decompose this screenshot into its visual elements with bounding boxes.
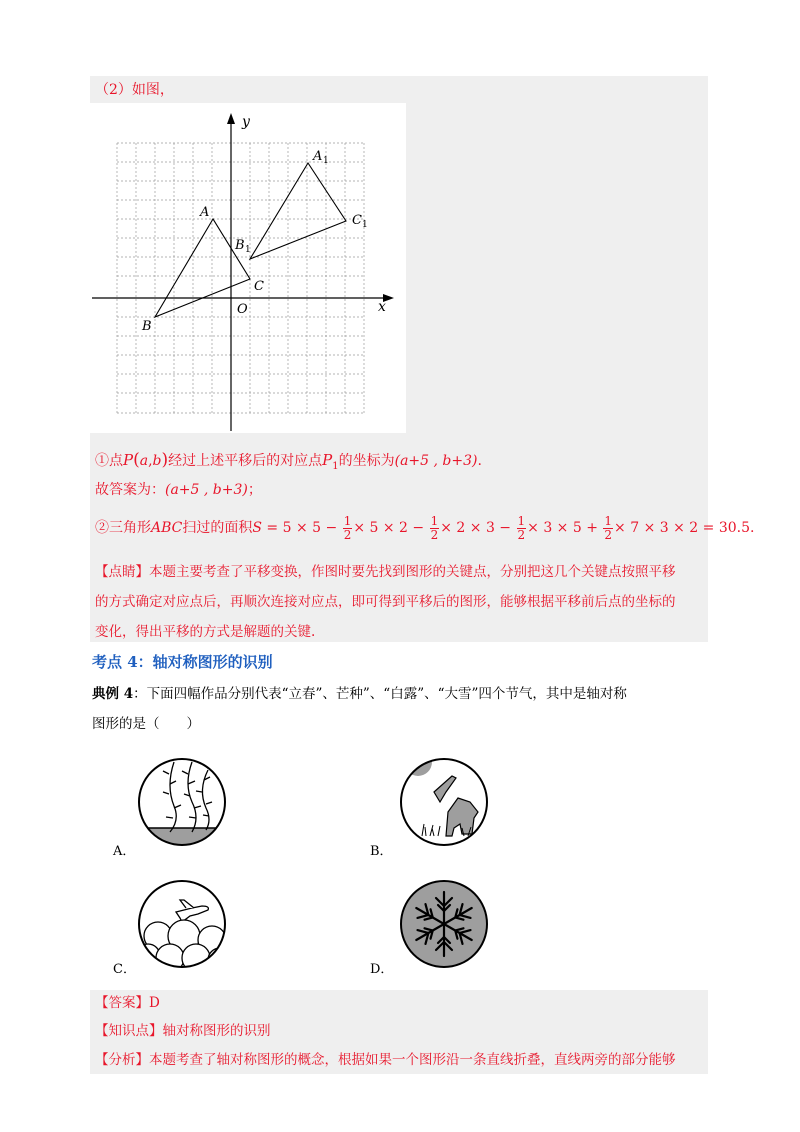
answer-1-line bbox=[95, 450, 482, 477]
answer-1-end: . bbox=[477, 453, 482, 469]
answer-2-line bbox=[95, 513, 754, 543]
fraction-half: $\frac{1}{2}$ bbox=[343, 513, 352, 542]
answer-2-end: . bbox=[750, 520, 755, 536]
label-b: B bbox=[142, 319, 152, 334]
answer-1-text: 经过上述平移后的对应点 bbox=[168, 453, 323, 469]
comment-line-3: 变化，得出平移的方式是解题的关键. bbox=[95, 624, 316, 640]
paren-open: ( bbox=[133, 450, 140, 470]
example-line-1 bbox=[92, 684, 627, 704]
term-3: × 2 × 3 − bbox=[440, 520, 512, 536]
term-1: = 5 × 5 − bbox=[266, 520, 338, 536]
term-5: × 7 × 3 × 2 = 30.5 bbox=[614, 520, 751, 536]
fraction-half: $\frac{1}{2}$ bbox=[430, 513, 439, 542]
example-label: 典例 4 bbox=[92, 686, 134, 702]
option-b-label[interactable]: B． bbox=[370, 844, 393, 859]
comment-line-2: 的方式确定对应点后，再顺次连接对应点，即可得到平移后的图形，能够根据平移前后点的坐标的 bbox=[95, 594, 676, 610]
x-label: x bbox=[378, 299, 386, 315]
fraction-half: $\frac{1}{2}$ bbox=[517, 513, 526, 542]
option-c-image[interactable] bbox=[136, 878, 228, 970]
option-a-label[interactable]: A． bbox=[113, 844, 136, 859]
y-label: y bbox=[242, 114, 250, 130]
answer-2-mid: 扫过的面积 bbox=[182, 520, 253, 536]
option-a-image[interactable] bbox=[136, 756, 228, 848]
var-s: S bbox=[252, 520, 262, 536]
y-axis-arrow bbox=[227, 113, 235, 124]
triangle-name: ABC bbox=[151, 520, 183, 536]
section-title: 考点 4：轴对称图形的识别 bbox=[92, 653, 273, 671]
point-p: P bbox=[123, 451, 134, 469]
triangle-abc bbox=[155, 219, 250, 317]
point-p1-sub: 1 bbox=[332, 460, 339, 472]
fraction-half: $\frac{1}{2}$ bbox=[604, 513, 613, 542]
label-b1-sub: 1 bbox=[245, 245, 251, 255]
example-text: ：下面四幅作品分别代表“立春”、芒种”、“白露”、“大雪”四个节气，其中是轴对称 bbox=[133, 686, 627, 702]
answer-end: ； bbox=[247, 482, 262, 498]
example-line-2: 图形的是（ ） bbox=[92, 716, 200, 732]
label-a: A bbox=[200, 205, 210, 220]
answer-1-prefix: ①点 bbox=[95, 453, 123, 469]
term-4: × 3 × 5 + bbox=[527, 520, 598, 536]
answer-coord: (a+5 , b+3) bbox=[165, 482, 248, 498]
label-b1: B bbox=[235, 238, 245, 253]
paren-close: ) bbox=[161, 450, 169, 470]
option-b-image[interactable] bbox=[398, 756, 490, 848]
answer-label: 故答案为： bbox=[95, 482, 165, 498]
option-d-image[interactable] bbox=[398, 878, 490, 970]
point-p1: P bbox=[322, 451, 333, 469]
comma: , bbox=[148, 453, 153, 469]
analysis-line: 【分析】本题考查了轴对称图形的概念，根据如果一个图形沿一条直线折叠，直线两旁的部分能够 bbox=[95, 1052, 676, 1068]
label-c1-sub: 1 bbox=[362, 220, 368, 230]
option-c-label[interactable]: C． bbox=[113, 962, 136, 977]
option-d-label[interactable]: D． bbox=[370, 962, 394, 977]
knowledge-line: 【知识点】轴对称图形的识别 bbox=[95, 1023, 271, 1039]
answer-2-prefix: ②三角形 bbox=[95, 520, 151, 536]
part2-intro: （2）如图， bbox=[95, 82, 174, 98]
label-c1: C bbox=[352, 213, 362, 228]
coordinate-figure bbox=[90, 103, 406, 433]
answer-line: 【答案】D bbox=[95, 995, 160, 1011]
label-a1-sub: 1 bbox=[323, 156, 329, 166]
answer-1-line2 bbox=[95, 480, 262, 500]
term-2: × 5 × 2 − bbox=[353, 520, 425, 536]
var-a: a bbox=[139, 453, 149, 469]
coordinate-graph bbox=[90, 103, 406, 433]
answer-1-text2: 的坐标为 bbox=[338, 453, 395, 469]
answer-1-coord: (a+5 , b+3) bbox=[394, 453, 478, 469]
label-a1: A bbox=[313, 149, 323, 164]
label-c: C bbox=[254, 279, 264, 294]
triangle-a1b1c1 bbox=[250, 163, 346, 259]
comment-line-1: 【点睛】本题主要考查了平移变换，作图时要先找到图形的关键点，分别把这几个关键点按照平移 bbox=[95, 564, 676, 580]
origin-label: O bbox=[237, 302, 248, 317]
var-b: b bbox=[152, 453, 162, 469]
